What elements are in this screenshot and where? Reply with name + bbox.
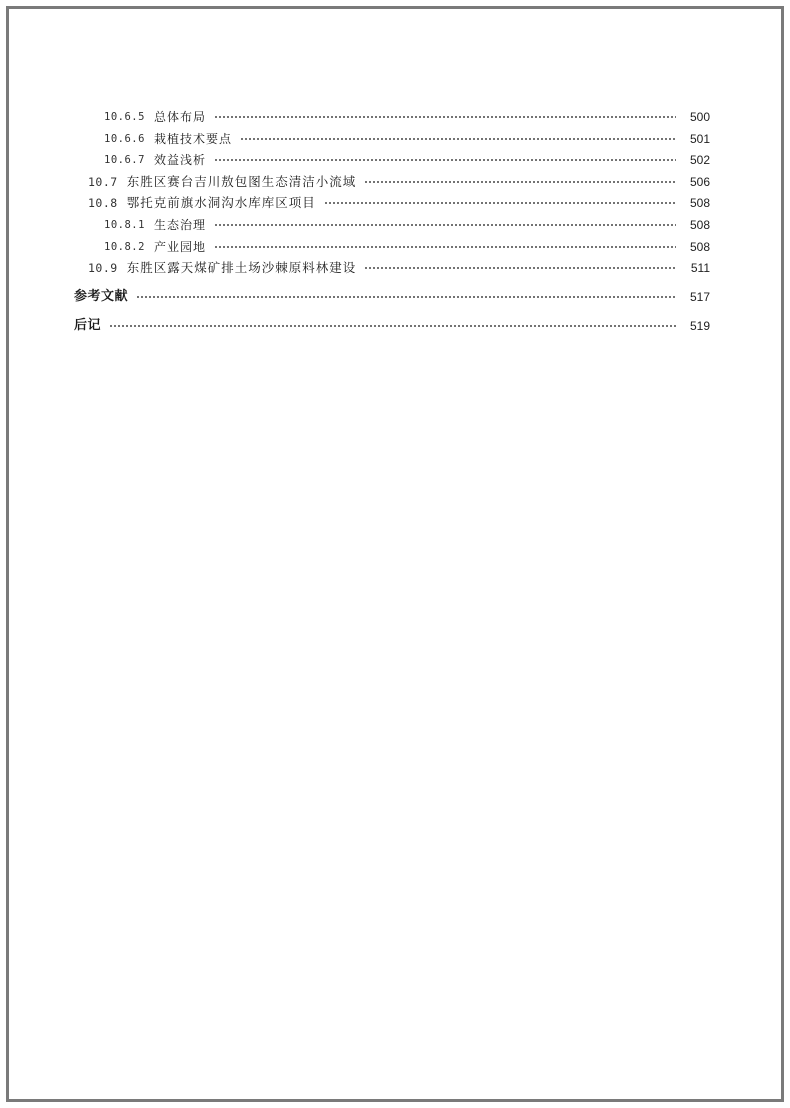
toc-title: 参考文献 xyxy=(74,289,129,304)
toc-title: 产业园地 xyxy=(153,240,206,254)
toc-title: 鄂托克前旗水洞沟水库库区项目 xyxy=(126,195,316,210)
dot-leader xyxy=(324,202,676,204)
toc-page-number: 517 xyxy=(689,290,710,304)
dot-leader xyxy=(109,325,676,327)
toc-number: 10.6.7 xyxy=(104,154,145,166)
toc-number: 10.8.1 xyxy=(104,219,145,231)
dot-leader xyxy=(214,224,676,226)
toc-title: 东胜区赛台吉川敖包图生态清洁小流域 xyxy=(126,174,357,189)
toc-number: 10.8 xyxy=(88,196,118,210)
toc-page-number: 502 xyxy=(689,153,710,167)
toc-page-number: 508 xyxy=(689,218,710,232)
toc-page-number: 511 xyxy=(690,261,710,275)
toc-entry-10-7[interactable] xyxy=(88,173,710,191)
toc-title: 栽植技术要点 xyxy=(153,132,232,146)
dot-leader xyxy=(214,116,676,118)
toc-number: 10.9 xyxy=(88,261,118,275)
dot-leader xyxy=(214,246,676,248)
toc-page-number: 506 xyxy=(689,175,710,189)
toc-number: 10.6.5 xyxy=(104,111,145,123)
dot-leader xyxy=(240,138,676,140)
dot-leader xyxy=(214,159,676,161)
toc-page-number: 500 xyxy=(689,110,710,124)
toc-title: 后记 xyxy=(74,318,102,333)
toc-entry-10-8[interactable] xyxy=(88,194,710,212)
toc-page-number: 508 xyxy=(689,240,710,254)
toc-page-number: 508 xyxy=(689,196,710,210)
toc-entry-references[interactable] xyxy=(74,288,710,306)
toc-title: 生态治理 xyxy=(153,218,206,232)
toc-title: 东胜区露天煤矿排土场沙棘原料林建设 xyxy=(126,260,357,275)
toc-entry-10-6-7[interactable] xyxy=(104,151,710,169)
toc-title: 效益浅析 xyxy=(153,153,206,167)
toc-entry-10-8-1[interactable] xyxy=(104,216,710,234)
toc-number: 10.7 xyxy=(88,175,118,189)
toc-entry-10-8-2[interactable] xyxy=(104,238,710,256)
toc-page-number: 519 xyxy=(689,319,710,333)
toc-entry-afterword[interactable] xyxy=(74,317,710,335)
toc-page-number: 501 xyxy=(689,132,710,146)
toc-entry-10-6-6[interactable] xyxy=(104,130,710,148)
toc-title: 总体布局 xyxy=(153,110,206,124)
toc-number: 10.8.2 xyxy=(104,241,145,253)
dot-leader xyxy=(364,181,676,183)
toc-number: 10.6.6 xyxy=(104,133,145,145)
toc-entry-10-9[interactable] xyxy=(88,259,710,277)
dot-leader xyxy=(364,267,676,269)
toc-entry-10-6-5[interactable] xyxy=(104,108,710,126)
dot-leader xyxy=(136,296,676,298)
